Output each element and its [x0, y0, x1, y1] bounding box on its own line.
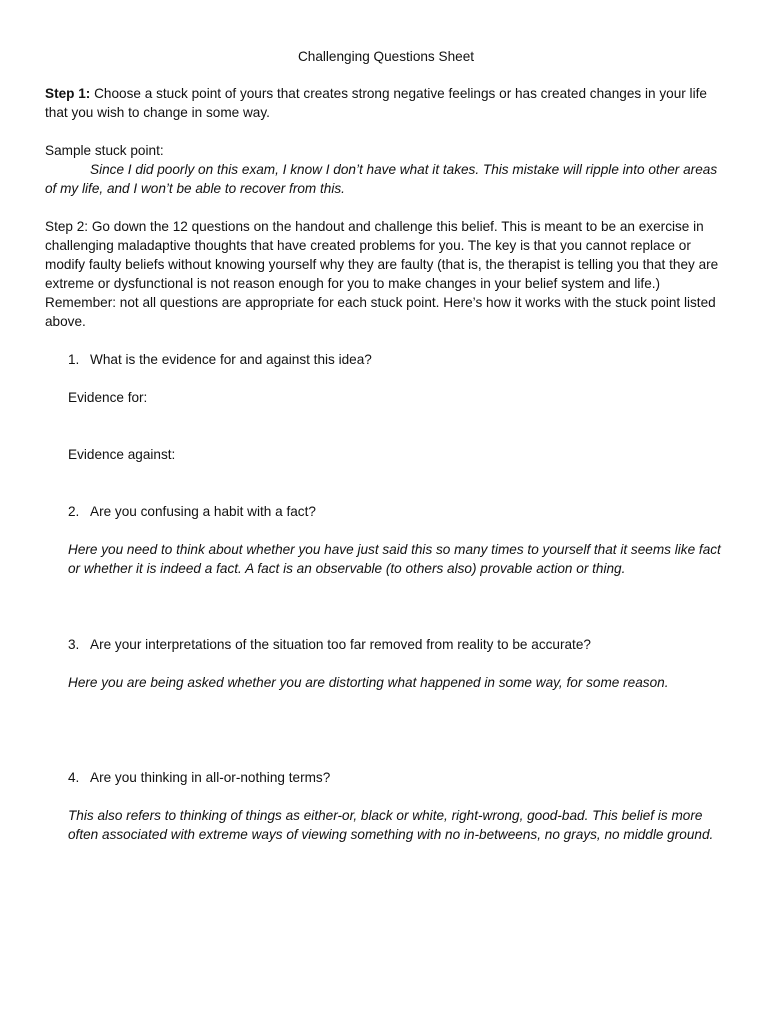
step-1-label: Step 1: [45, 86, 91, 101]
question-number: 1. [68, 352, 80, 367]
sample-stuck-point-label: Sample stuck point: [45, 143, 164, 158]
question-text: Are you thinking in all-or-nothing terms? [90, 770, 331, 785]
sample-stuck-point-text: Since I did poorly on this exam, I know I don’t have what it takes. This mistake will ripple into other areas of my life, and I won’t be able to recover from this. [45, 162, 718, 196]
step-1-paragraph [45, 84, 727, 122]
question-4-note: This also refers to thinking of things as either-or, black or white, right-wrong, good-bad. This belief is more often associated with extreme ways of viewing something with no in-betweens, no grays, no middle ground. [68, 808, 714, 842]
question-number: 4. [68, 770, 80, 785]
evidence-against-label: Evidence against: [68, 447, 176, 462]
question-1 [68, 350, 727, 369]
question-number: 2. [68, 504, 80, 519]
step-1-text: Choose a stuck point of yours that creates strong negative feelings or has created changes in your life that you wish to change in some way. [45, 86, 707, 120]
question-3-note: Here you are being asked whether you are distorting what happened in some way, for some reason. [68, 675, 669, 690]
question-text: Are your interpretations of the situation too far removed from reality to be accurate? [90, 637, 591, 652]
question-number: 3. [68, 637, 80, 652]
question-2 [68, 502, 727, 521]
evidence-for-label: Evidence for: [68, 390, 148, 405]
question-4 [68, 768, 727, 787]
question-text: What is the evidence for and against this idea? [90, 352, 372, 367]
question-2-note: Here you need to think about whether you have just said this so many times to yourself that it seems like fact or whether it is indeed a fact. A fact is an observable (to others also) provable action or thing. [68, 542, 721, 576]
document-page [45, 47, 727, 844]
step-2-paragraph: Step 2: Go down the 12 questions on the handout and challenge this belief. This is meant to be an exercise in challenging maladaptive thoughts that have created problems for you. The key is that you cannot replace or modify faulty beliefs without knowing yourself why they are faulty (that is, the therapist is telling you that they are extreme or dysfunctional is not reason enough for you to make changes in your belief system and life.) Remember: not all questions are appropriate for each stuck point. Here’s how it works with the stuck point listed above. [45, 219, 719, 329]
question-text: Are you confusing a habit with a fact? [90, 504, 316, 519]
question-3 [68, 635, 727, 654]
page-title: Challenging Questions Sheet [297, 49, 475, 64]
